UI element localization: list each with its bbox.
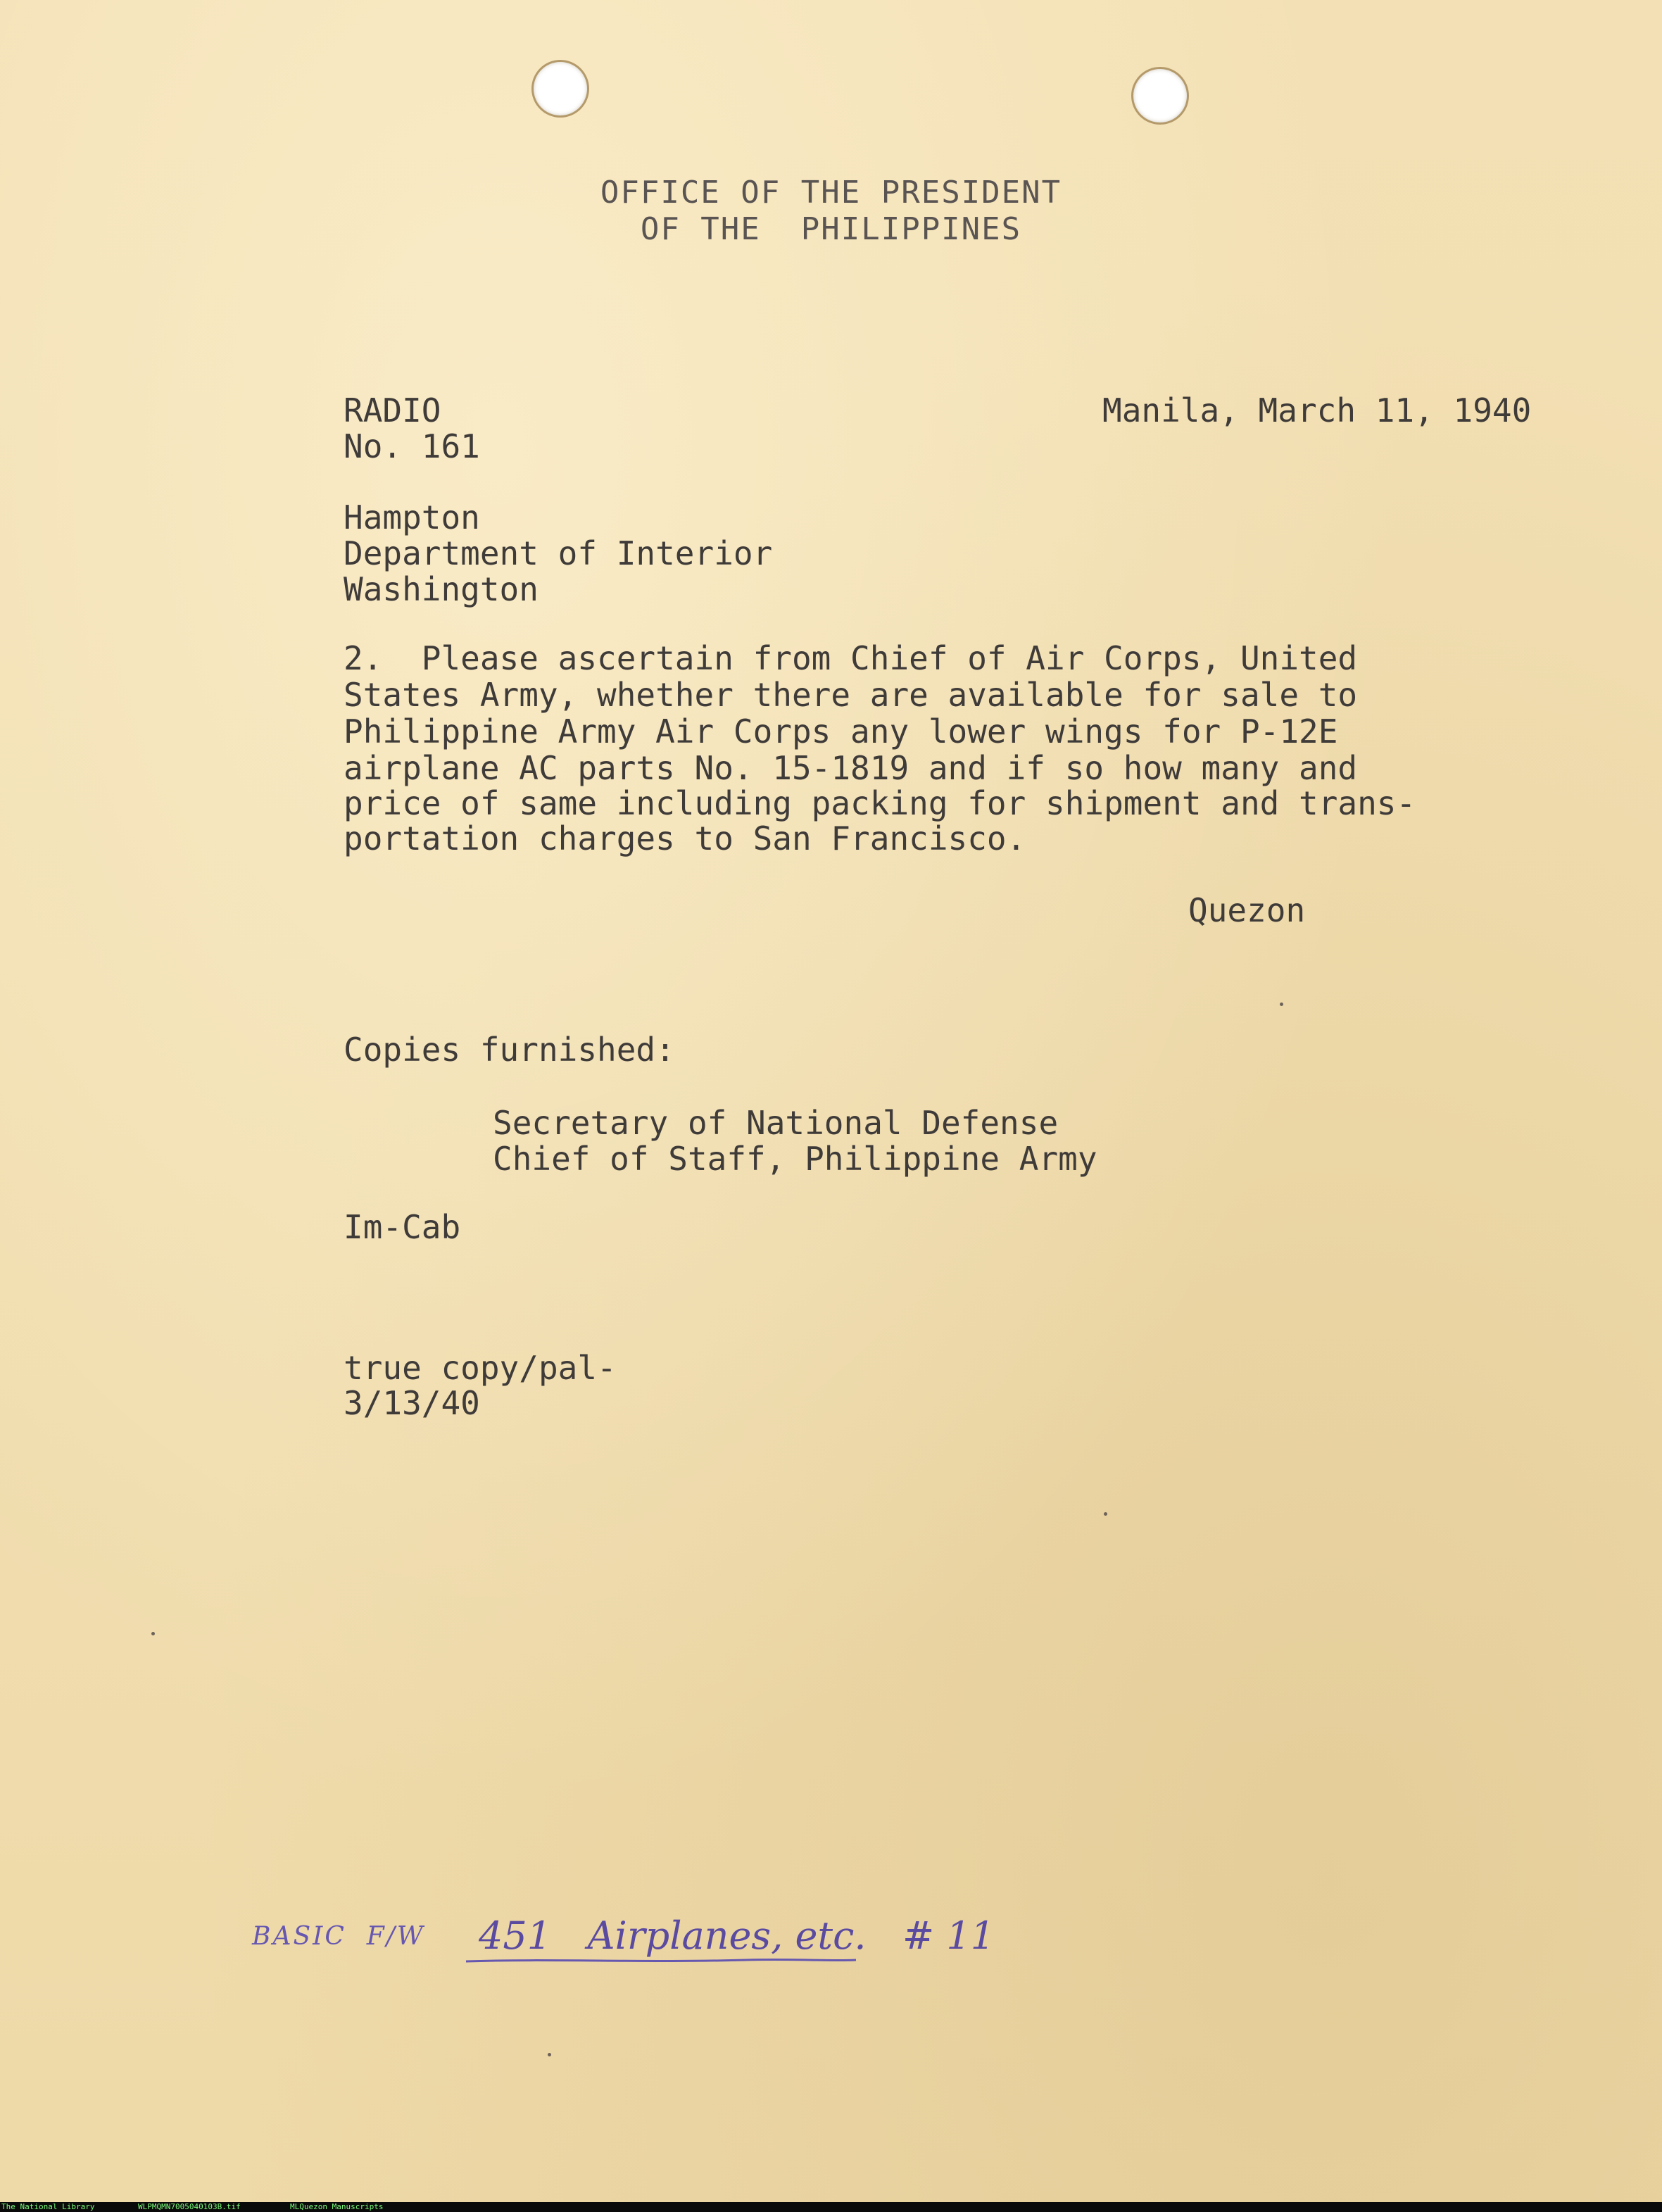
body-line: portation charges to San Francisco. (344, 819, 1026, 857)
body-line: States Army, whether there are available for sale to (344, 676, 1358, 714)
true-copy-line-1: true copy/pal- (344, 1349, 617, 1387)
body-line: airplane AC parts No. 15-1819 and if so how many and (344, 749, 1358, 787)
addressee-city: Washington (344, 570, 539, 608)
paper-speck (1104, 1512, 1107, 1516)
copy-recipient: Chief of Staff, Philippine Army (493, 1140, 1097, 1178)
scan-footer-collection: MLQuezon Manuscripts (290, 2202, 384, 2211)
body-line: Philippine Army Air Corps any lower wings for P-12E (344, 712, 1338, 750)
letterhead-line-2: OF THE PHILIPPINES (640, 211, 1022, 247)
scan-footer-left: The National Library (1, 2202, 95, 2211)
addressee-name: Hampton (344, 498, 480, 536)
place-date: Manila, March 11, 1940 (1102, 391, 1532, 429)
message-number: No. 161 (344, 427, 480, 465)
paper-speck (1280, 1003, 1283, 1006)
punch-hole-right (1133, 69, 1187, 122)
filing-stamp: BASIC F/W (252, 1922, 425, 1951)
reference-initials: Im-Cab (344, 1208, 461, 1246)
paper-speck (151, 1632, 155, 1635)
scan-footer-filename: WLPMQMN7005040103B.tif (138, 2202, 241, 2211)
message-type: RADIO (344, 391, 441, 429)
true-copy-line-2: 3/13/40 (344, 1384, 480, 1422)
body-line: price of same including packing for shipment and trans- (344, 784, 1416, 822)
addressee-department: Department of Interior (344, 534, 773, 572)
filing-underline (465, 1956, 859, 1966)
scan-footer-bar (0, 2202, 1662, 2212)
copy-recipient: Secretary of National Defense (493, 1104, 1059, 1142)
copies-heading: Copies furnished: (344, 1031, 675, 1069)
punch-hole-left (534, 62, 587, 115)
filing-handwritten-note: 451 Airplanes, etc. # 11 (479, 1913, 995, 1958)
letterhead-line-1: OFFICE OF THE PRESIDENT (600, 175, 1062, 210)
paper-speck (548, 2053, 551, 2056)
signature: Quezon (1188, 891, 1306, 929)
body-line: 2. Please ascertain from Chief of Air Corps, United (344, 639, 1358, 677)
